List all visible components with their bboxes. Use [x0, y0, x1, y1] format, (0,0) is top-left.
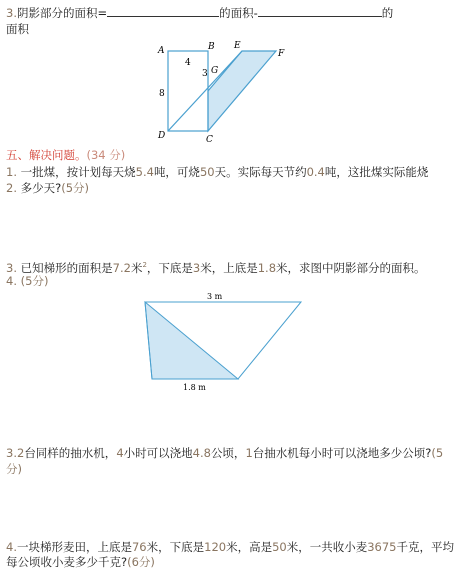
problem-1-value-2: 50	[199, 165, 215, 179]
problem-pumps-text-d: 台抽水机每小时可以浇地多少公顷?	[252, 446, 432, 460]
q3-line2	[6, 22, 29, 36]
problem-wheat-score: (6分)	[127, 555, 155, 569]
q3-line1	[6, 6, 393, 20]
problem-1-number: 1.	[6, 165, 17, 179]
q3-blank-1[interactable]	[107, 6, 219, 17]
problem-wheat-text-e: 千克，平均	[396, 540, 454, 554]
problem-3-line2	[6, 274, 48, 288]
q3-text-4: 面积	[6, 22, 29, 36]
problem-3-number: 3.	[6, 260, 17, 275]
q3-text-3: 的	[381, 6, 394, 20]
problem-pumps-score-a: (5	[431, 446, 444, 460]
problem-4-number: 4.	[6, 274, 17, 288]
problem-3-text-c: ，下底是	[146, 260, 193, 275]
top-base-label: 3 m	[207, 292, 223, 301]
problem-1-text-e: 多少天?	[20, 181, 62, 195]
problem-wheat-number: 4.	[6, 540, 17, 554]
problem-wheat-value-1: 76	[131, 540, 147, 554]
label-F: F	[278, 49, 285, 59]
problem-wheat-text-b: 米，下底是	[146, 540, 205, 554]
shaded-triangle	[145, 302, 238, 379]
problem-1-text-b: 吨，可烧	[153, 165, 200, 179]
label-B: B	[208, 42, 215, 52]
section-5-score: (34 分)	[86, 148, 126, 162]
problem-wheat-text-c: 米，高是	[226, 540, 273, 554]
problem-3-value-2: 3	[192, 260, 201, 275]
problem-1-line2	[6, 181, 89, 195]
problem-2-number: 2.	[6, 181, 17, 195]
problem-3-text-a: 已知梯形的面积是	[20, 260, 113, 275]
label-C: C	[206, 135, 213, 145]
label-G: G	[211, 66, 219, 76]
label-E: E	[234, 41, 241, 51]
problem-3-value-3: 1.8	[257, 260, 277, 275]
problem-3-value-1: 7.2	[112, 260, 131, 275]
problem-3-text-d: 米，上底是	[200, 260, 258, 275]
problem-pumps-score-b: 分)	[6, 462, 22, 476]
problem-wheat-line2	[6, 555, 155, 569]
figure-rectangle-parallelogram	[150, 38, 300, 150]
problem-pumps-value-2: 4	[116, 446, 124, 460]
problem-3-score: (5分)	[20, 274, 49, 288]
problem-wheat-text-a: 一块梯形麦田，上底是	[16, 540, 132, 554]
problem-1-text-d: 吨，这批煤实际能烧	[324, 165, 429, 179]
problem-1-text-a: 一批煤，按计划每天烧	[20, 165, 136, 179]
problem-pumps-number: 3.	[6, 446, 17, 460]
problem-wheat-line1	[6, 540, 454, 554]
label-4: 4	[185, 58, 191, 68]
section-5-heading	[6, 148, 125, 162]
problem-1-value-3: 0.4	[306, 165, 325, 179]
problem-pumps-text-b: 小时可以浇地	[123, 446, 193, 460]
problem-pumps-value-4: 1	[245, 446, 253, 460]
problem-wheat-value-3: 50	[272, 540, 287, 554]
shaded-region	[208, 51, 276, 131]
problem-pumps-text-a: 台同样的抽水机，	[24, 446, 117, 460]
problem-3-text-b: 米	[130, 260, 143, 275]
problem-3-line1	[6, 258, 426, 275]
label-8: 8	[159, 89, 165, 99]
problem-pumps-value-1: 2	[16, 446, 25, 460]
problem-1-text-c: 天。实际每天节约	[214, 165, 307, 179]
problem-wheat-text-f: 每公顷收小麦多少千克?	[6, 555, 128, 569]
problem-1-line1	[6, 165, 428, 179]
q3-number: 3.	[6, 6, 17, 20]
q3-text-1: 阴影部分的面积=	[16, 6, 108, 20]
problem-pumps-line1	[6, 446, 443, 460]
problem-pumps-value-3: 4.8	[192, 446, 211, 460]
label-3: 3	[202, 69, 208, 79]
label-A: A	[158, 46, 165, 56]
problem-pumps-text-c: 公顷，	[210, 446, 246, 460]
q3-blank-2[interactable]	[258, 6, 382, 17]
problem-1-score: (5分)	[61, 181, 90, 195]
q3-text-2: 的面积-	[219, 6, 258, 20]
problem-wheat-text-d: 米，一共收小麦	[286, 540, 368, 554]
section-5-title: 五、解决问题。	[6, 148, 87, 162]
problem-3-text-e: 米，求图中阴影部分的面积。	[276, 260, 426, 275]
problem-wheat-value-4: 3675	[367, 540, 397, 554]
figure-trapezoid	[135, 288, 310, 396]
problem-3-superscript: 2	[142, 261, 147, 269]
label-D: D	[158, 131, 166, 141]
problem-1-value-1: 5.4	[135, 165, 154, 179]
problem-wheat-value-2: 120	[204, 540, 227, 554]
bottom-base-label: 1.8 m	[183, 383, 206, 392]
problem-pumps-line2	[6, 462, 22, 476]
